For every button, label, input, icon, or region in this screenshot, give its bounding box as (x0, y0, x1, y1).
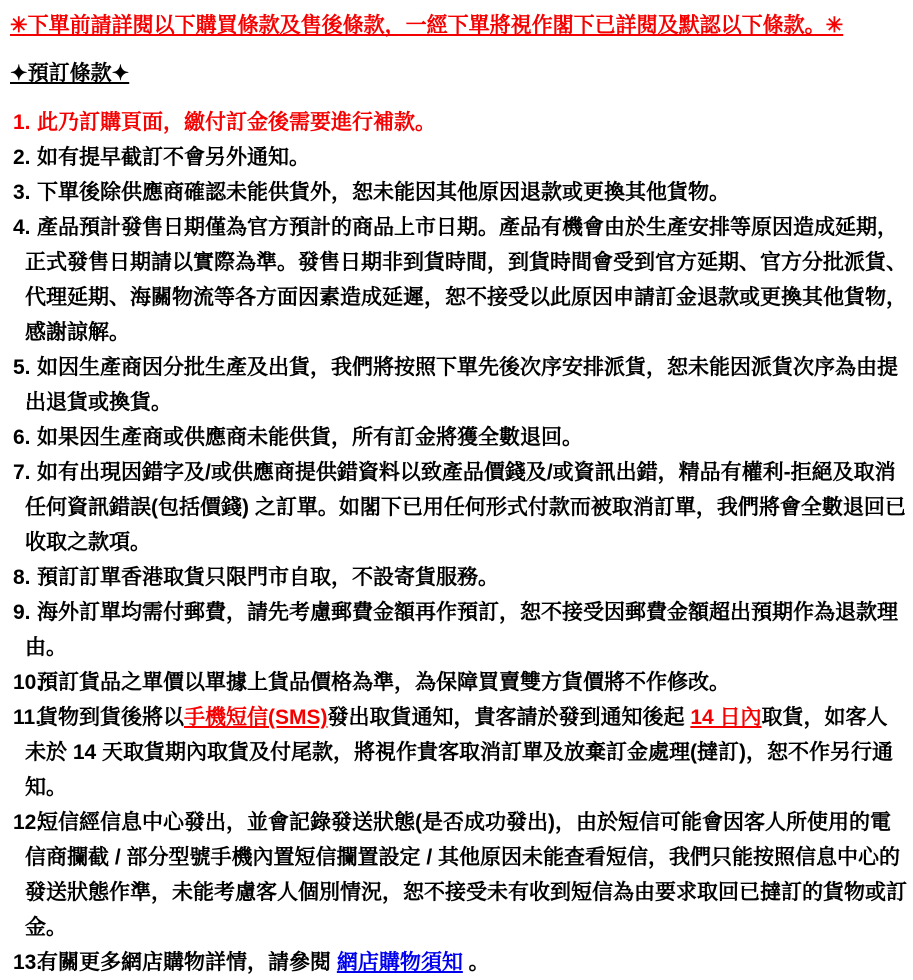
text-segment: 。 (462, 951, 490, 974)
term-item-7 (0, 455, 907, 560)
term-number: 8. (13, 566, 31, 589)
text-segment: 14 日內 (690, 706, 762, 729)
term-text (25, 706, 893, 799)
text-segment: 短信經信息中心發出，並會記錄發送狀態(是否成功發出)，由於短信可能會因客人所使用的電信商攔截 / 部分型號手機內置短信攔置設定 / 其他原因未能查看短信，我們只能按照信息中心的發送狀態作準，未能考慮客人個別情況，恕不接受未有收到短信為由要求取回已撻訂的貨物或訂金。 (25, 811, 907, 939)
text-segment: 如有出現因錯字及/或供應商提供錯資料以致產品價錢及/或資訊出錯，精品有權利-拒絕及取消任何資訊錯誤(包括價錢) 之訂單。如閣下已用任何形式付款而被取消訂單，我們將會全數退回已收取之款項。 (25, 461, 906, 554)
term-number: 10. (13, 671, 43, 694)
store-shopping-guide-link[interactable]: 網店購物須知 (336, 951, 463, 974)
term-number: 1. (13, 111, 31, 134)
term-text (25, 601, 898, 659)
text-segment: 預訂訂單香港取貨只限門市自取，不設寄貨服務。 (37, 566, 499, 589)
term-text (37, 951, 490, 974)
terms-list (0, 105, 907, 980)
text-segment: 有關更多網店購物詳情，請參閱 (37, 951, 337, 974)
term-number: 13. (13, 951, 43, 974)
term-text (37, 566, 499, 589)
term-text (37, 146, 310, 169)
text-segment: 如因生產商因分批生產及出貨，我們將按照下單先後次序安排派貨，恕未能因派貨次序為由提出退貨或換貨。 (25, 356, 898, 414)
term-text (25, 811, 907, 939)
text-segment: 此乃訂購頁面，繳付訂金後需要進行補款。 (37, 111, 436, 134)
term-item-2 (0, 140, 907, 175)
term-text (25, 216, 907, 344)
term-item-1 (0, 105, 907, 140)
text-segment: 發出取貨通知，貴客請於發到通知後起 (327, 706, 691, 729)
term-text (25, 356, 898, 414)
term-number: 4. (13, 216, 31, 239)
term-number: 3. (13, 181, 31, 204)
term-item-6 (0, 420, 907, 455)
term-item-3 (0, 175, 907, 210)
term-text (37, 181, 730, 204)
term-number: 5. (13, 356, 31, 379)
term-text (37, 426, 583, 449)
term-item-11 (0, 700, 907, 805)
term-item-9 (0, 595, 907, 665)
text-segment: 取貨，如客人未於 14 天取貨期內取貨及付尾款，將視作貴客取消訂單及放棄訂金處理(撻訂)，恕不作另行通知。 (25, 706, 894, 799)
term-number: 7. (13, 461, 31, 484)
term-item-5 (0, 350, 907, 420)
term-item-12 (0, 805, 907, 945)
term-number: 12. (13, 811, 43, 834)
term-text (37, 671, 730, 694)
term-item-4 (0, 210, 907, 350)
term-text (25, 461, 906, 554)
text-segment: 如有提早截訂不會另外通知。 (37, 146, 310, 169)
text-segment: 手機短信(SMS) (184, 706, 328, 729)
text-segment: 下單後除供應商確認未能供貨外，恕未能因其他原因退款或更換其他貨物。 (37, 181, 730, 204)
purchase-notice-banner: ✳下單前請詳閱以下購買條款及售後條款，一經下單將視作閣下已詳閱及默認以下條款。✳ (10, 14, 844, 37)
text-segment: 預訂貨品之單價以單據上貨品價格為準，為保障買賣雙方貨價將不作修改。 (37, 671, 730, 694)
text-segment: 貨物到貨後將以 (37, 706, 184, 729)
term-item-10 (0, 665, 907, 700)
term-number: 2. (13, 146, 31, 169)
text-segment: 如果因生產商或供應商未能供貨，所有訂金將獲全數退回。 (37, 426, 583, 449)
term-item-13 (0, 945, 907, 980)
term-item-8 (0, 560, 907, 595)
text-segment: 海外訂單均需付郵費，請先考慮郵費金額再作預訂，恕不接受因郵費金額超出預期作為退款理由。 (25, 601, 898, 659)
term-text (37, 111, 436, 134)
term-number: 6. (13, 426, 31, 449)
term-number: 11. (13, 706, 42, 729)
section-title-preorder-terms: ✦預訂條款✦ (10, 62, 130, 85)
term-number: 9. (13, 601, 31, 624)
text-segment: 產品預計發售日期僅為官方預計的商品上市日期。產品有機會由於生產安排等原因造成延期，正式發售日期請以實際為準。發售日期非到貨時間，到貨時間會受到官方延期、官方分批派貨、代理延期、海關物流等各方面因素造成延遲，恕不接受以此原因申請訂金退款或更換其他貨物，感謝諒解。 (25, 216, 907, 344)
